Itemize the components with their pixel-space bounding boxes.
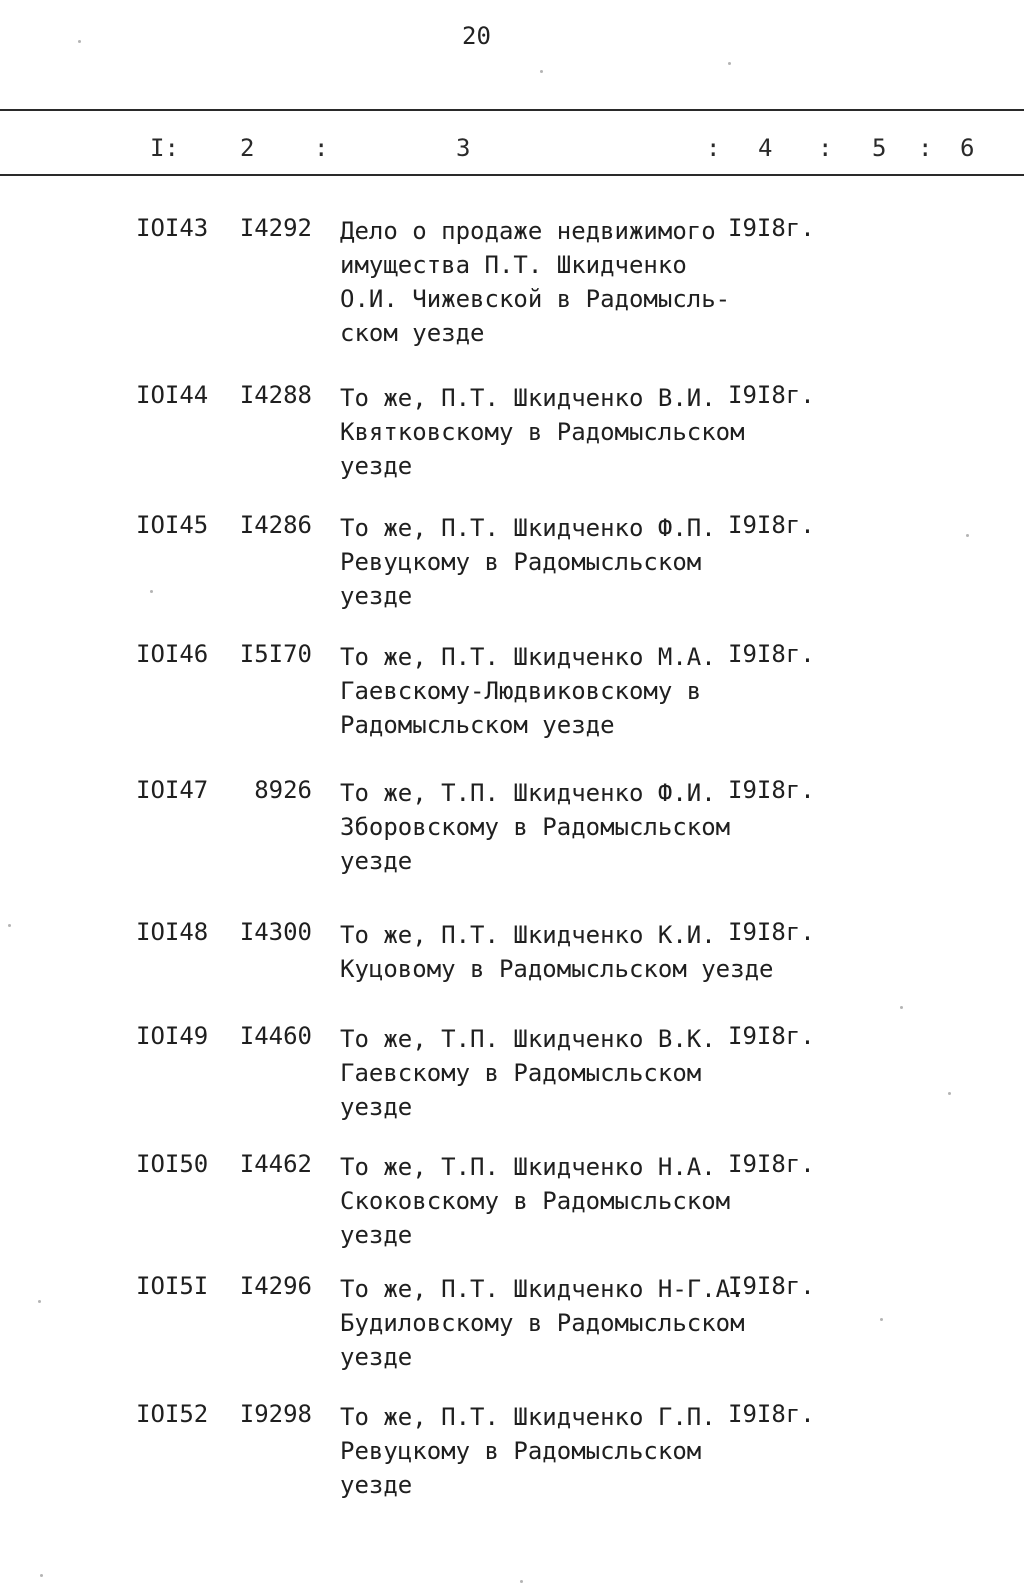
description-line: О.И. Чижевской в Радомысль- xyxy=(340,285,731,313)
header-separator-1: : xyxy=(314,134,329,162)
scan-speck xyxy=(540,70,543,73)
description-line: То же, П.Т. Шкидченко Н-Г.А. xyxy=(340,1275,745,1303)
record-description xyxy=(340,214,731,350)
record-description xyxy=(340,511,720,613)
record-year: I9I8г. xyxy=(728,640,815,668)
record-number: IOI47 xyxy=(136,776,209,804)
record-year: I9I8г. xyxy=(728,776,815,804)
record-number: IOI52 xyxy=(136,1400,209,1428)
record-code: I4460 xyxy=(239,1022,312,1050)
record-code: I4286 xyxy=(239,511,312,539)
description-line: Гаевскому в Радомысльском xyxy=(340,1059,702,1087)
record-code: I4462 xyxy=(239,1150,312,1178)
description-line: То же, Т.П. Шкидченко В.К. xyxy=(340,1025,716,1053)
description-line: То же, П.Т. Шкидченко М.А. xyxy=(340,643,716,671)
description-line: уезде xyxy=(340,452,413,480)
description-line: Квятковскому в Радомысльском xyxy=(340,418,745,446)
description-line: Радомысльском уезде xyxy=(340,711,615,739)
record-description xyxy=(340,640,720,742)
record-number: IOI45 xyxy=(136,511,209,539)
description-line: ском уезде xyxy=(340,319,485,347)
record-code: 8926 xyxy=(254,776,312,804)
description-line: уезде xyxy=(340,1221,413,1249)
scan-speck xyxy=(880,1318,883,1321)
description-line: Ревуцкому в Радомысльском xyxy=(340,1437,702,1465)
record-description xyxy=(340,1400,720,1502)
record-year: I9I8г. xyxy=(728,1150,815,1178)
record-code: I4296 xyxy=(239,1272,312,1300)
record-code: I4288 xyxy=(239,381,312,409)
record-year: I9I8г. xyxy=(728,918,815,946)
description-line: Гаевскому-Людвиковскому в xyxy=(340,677,702,705)
record-year: I9I8г. xyxy=(728,511,815,539)
scan-speck xyxy=(150,590,153,593)
description-line: Зборовскому в Радомысльском xyxy=(340,813,731,841)
scan-speck xyxy=(40,1574,43,1577)
record-number: IOI44 xyxy=(136,381,209,409)
scan-speck xyxy=(966,534,969,537)
record-year: I9I8г. xyxy=(728,1272,815,1300)
description-line: уезде xyxy=(340,1471,413,1499)
description-line: уезде xyxy=(340,1343,413,1371)
description-line: уезде xyxy=(340,847,413,875)
record-year: I9I8г. xyxy=(728,1022,815,1050)
description-line: уезде xyxy=(340,1093,413,1121)
description-line: имущества П.Т. Шкидченко xyxy=(340,251,687,279)
record-number: IOI48 xyxy=(136,918,209,946)
description-line: То же, Т.П. Шкидченко Н.А. xyxy=(340,1153,716,1181)
description-line: Куцовому в Радомысльском уезде xyxy=(340,955,774,983)
header-col-2: 2 xyxy=(240,134,255,162)
description-line: Ревуцкому в Радомысльском xyxy=(340,548,702,576)
description-line: То же, П.Т. Шкидченко В.И. xyxy=(340,384,716,412)
record-number: IOI43 xyxy=(136,214,209,242)
record-number: IOI50 xyxy=(136,1150,209,1178)
header-col-6: 6 xyxy=(960,134,975,162)
header-col-1: I: xyxy=(150,134,179,162)
header-separator-4: : xyxy=(918,134,933,162)
record-number: IOI46 xyxy=(136,640,209,668)
scan-speck xyxy=(728,62,731,65)
description-line: То же, Т.П. Шкидченко Ф.И. xyxy=(340,779,716,807)
description-line: То же, П.Т. Шкидченко Г.П. xyxy=(340,1403,716,1431)
description-line: Будиловскому в Радомысльском xyxy=(340,1309,745,1337)
record-code: I4300 xyxy=(239,918,312,946)
record-description xyxy=(340,776,731,878)
record-year: I9I8г. xyxy=(728,214,815,242)
description-line: То же, П.Т. Шкидченко Ф.П. xyxy=(340,514,716,542)
header-separator-3: : xyxy=(818,134,833,162)
record-number: IOI5I xyxy=(136,1272,209,1300)
description-line: Дело о продаже недвижимого xyxy=(340,217,716,245)
record-code: I5I70 xyxy=(239,640,312,668)
record-description xyxy=(340,1022,720,1124)
description-line: уезде xyxy=(340,582,413,610)
scan-speck xyxy=(520,1580,523,1583)
record-year: I9I8г. xyxy=(728,1400,815,1428)
record-code: I4292 xyxy=(239,214,312,242)
record-description xyxy=(340,381,745,483)
header-col-5: 5 xyxy=(872,134,887,162)
header-col-3: 3 xyxy=(456,134,471,162)
record-number: IOI49 xyxy=(136,1022,209,1050)
scan-speck xyxy=(8,924,11,927)
record-year: I9I8г. xyxy=(728,381,815,409)
page-number: 20 xyxy=(462,22,491,50)
scan-speck xyxy=(900,1006,903,1009)
record-description xyxy=(340,1150,731,1252)
scan-speck xyxy=(38,1300,41,1303)
description-line: Скоковскому в Радомысльском xyxy=(340,1187,731,1215)
description-line: То же, П.Т. Шкидченко К.И. xyxy=(340,921,716,949)
scan-speck xyxy=(78,40,81,43)
header-col-4: 4 xyxy=(758,134,773,162)
header-separator-2: : xyxy=(706,134,721,162)
scan-speck xyxy=(948,1092,951,1095)
record-description xyxy=(340,1272,745,1374)
record-code: I9298 xyxy=(239,1400,312,1428)
